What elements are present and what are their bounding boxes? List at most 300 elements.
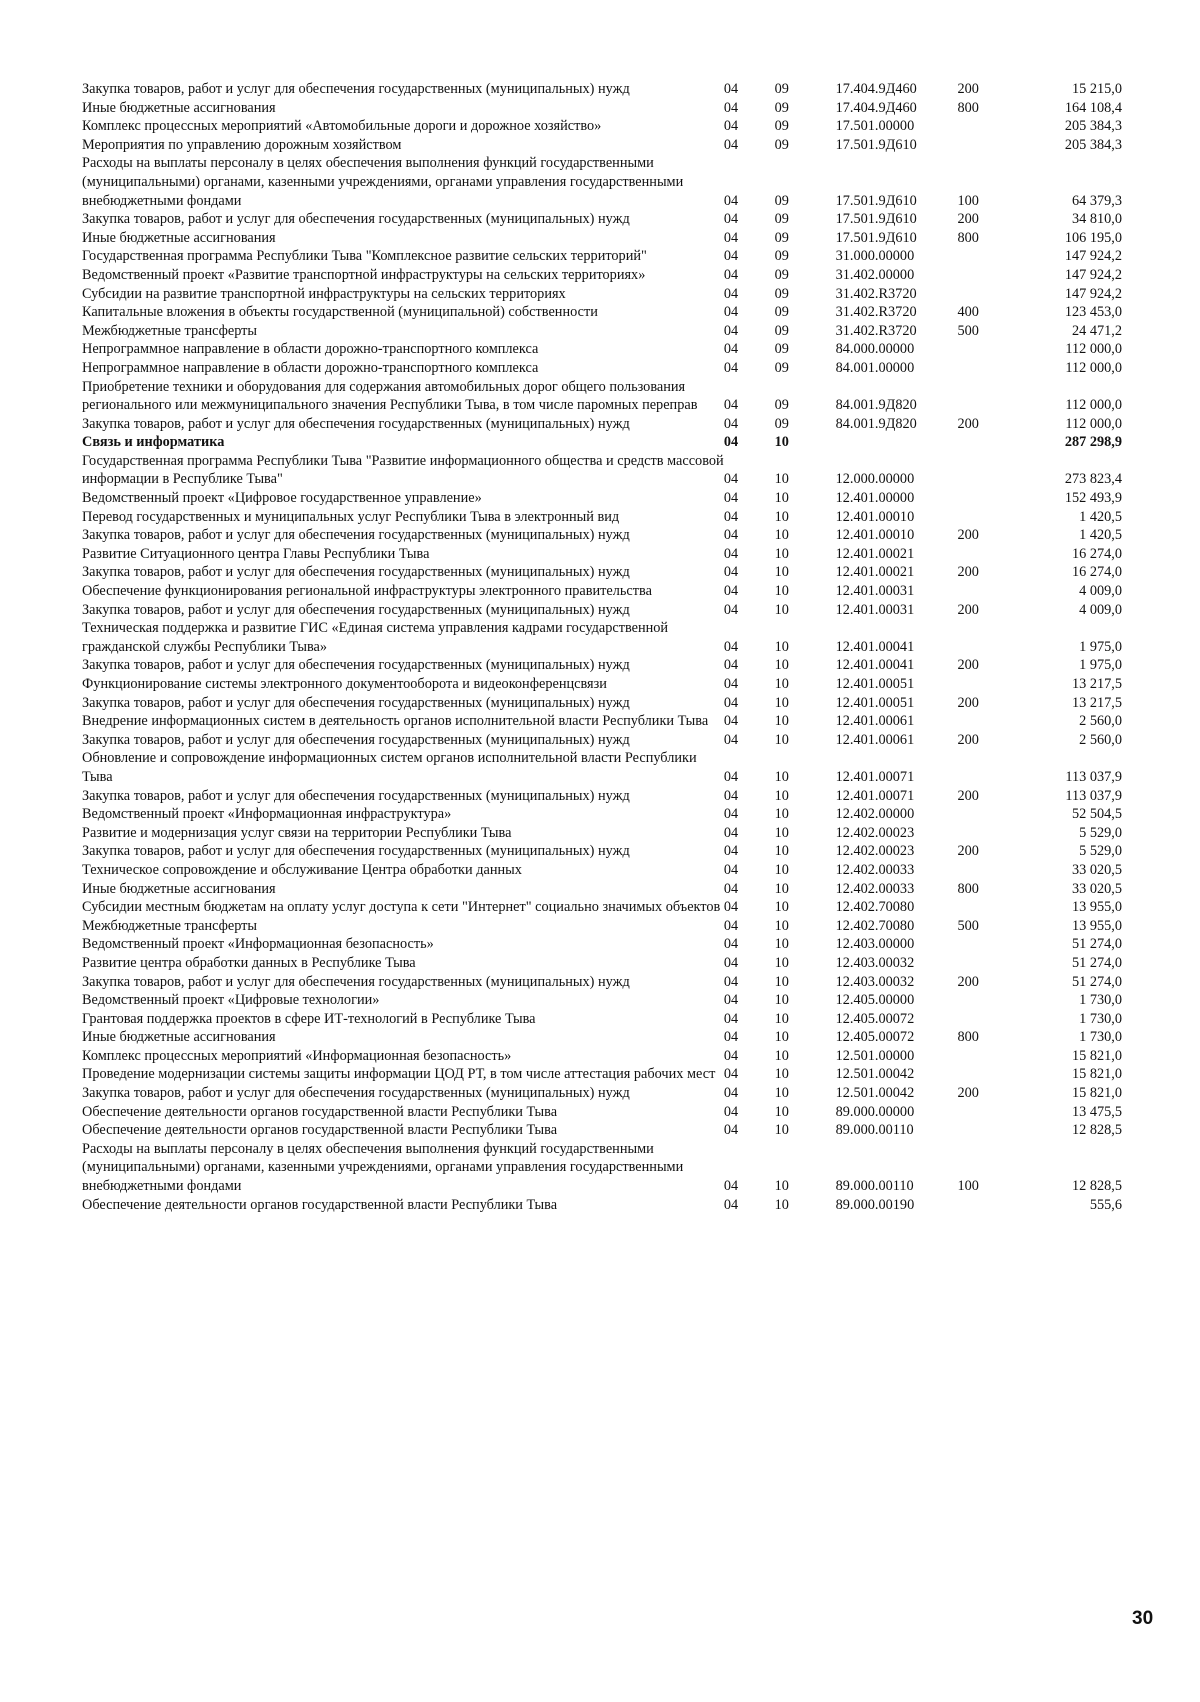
row-subsection: 09 (774, 341, 789, 358)
row-subsection: 09 (774, 99, 789, 116)
row-amount: 52 504,5 (1071, 806, 1122, 823)
table-row (82, 452, 1122, 489)
row-expense-type: 200 (957, 694, 979, 711)
row-target-article: 12.401.00051 (835, 694, 915, 711)
row-target-article (836, 433, 958, 452)
row-target-article: 12.401.00000 (835, 490, 915, 507)
row-section: 04 (723, 787, 739, 804)
row-subsection: 10 (774, 824, 789, 841)
table-row (82, 1010, 1122, 1029)
row-target-article: 12.501.00042 (835, 1085, 915, 1102)
row-name: Ведомственный проект «Информационная инфраструктура» (82, 806, 452, 823)
row-name: Приобретение техники и оборудования для содержания автомобильных дорог общего пользования регионального или межмуниципального значения Республики Тыва, в том числе паромных переправ (82, 378, 698, 414)
row-subsection: 10 (774, 545, 789, 562)
row-target-article: 12.401.00071 (835, 768, 915, 785)
row-amount: 147 924,2 (1064, 248, 1122, 265)
row-expense-type: 500 (957, 322, 979, 339)
row-name: Обновление и сопровождение информационных систем органов исполнительной власти Республики Тыва (82, 750, 697, 785)
row-name: Закупка товаров, работ и услуг для обеспечения государственных (муниципальных) нужд (82, 843, 630, 860)
row-subsection: 10 (774, 471, 789, 488)
row-section: 04 (723, 936, 739, 953)
row-subsection: 10 (774, 1178, 789, 1195)
row-name: Иные бюджетные ассигнования (82, 229, 276, 246)
table-row (82, 917, 1122, 936)
row-amount: 16 274,0 (1071, 545, 1122, 562)
row-target-article: 17.404.9Д460 (835, 81, 917, 97)
row-name: Государственная программа Республики Тыва "Комплексное развитие сельских территорий" (82, 248, 647, 265)
row-expense-type: 800 (957, 880, 979, 897)
row-expense-type: 200 (957, 731, 979, 748)
row-section: 04 (723, 81, 739, 97)
table-row (82, 898, 1122, 917)
row-section: 04 (723, 248, 739, 265)
row-target-article: 12.401.00031 (835, 583, 915, 600)
row-amount: 51 274,0 (1071, 954, 1122, 971)
row-amount: 1 975,0 (1079, 638, 1122, 655)
row-name: Внедрение информационных систем в деятельность органов исполнительной власти Республики Тыва (82, 713, 709, 730)
row-section: 04 (723, 1010, 739, 1027)
row-name: Иные бюджетные ассигнования (82, 99, 276, 116)
row-amount: 12 828,5 (1071, 1178, 1122, 1195)
row-name: Государственная программа Республики Тыва "Развитие информационного общества и средств массовой информации в Республике Тыва" (82, 452, 724, 488)
row-name: Мероприятия по управлению дорожным хозяйством (82, 136, 402, 153)
row-amount: 15 821,0 (1071, 1066, 1122, 1083)
row-section: 04 (723, 434, 739, 451)
table-row (82, 1047, 1122, 1066)
row-name: Комплекс процессных мероприятий «Автомобильные дороги и дорожное хозяйство» (82, 118, 602, 135)
table-row (82, 433, 1122, 452)
row-name: Закупка товаров, работ и услуг для обеспечения государственных (муниципальных) нужд (82, 973, 630, 990)
row-subsection: 10 (774, 713, 789, 730)
row-name: Комплекс процессных мероприятий «Информационная безопасность» (82, 1047, 512, 1064)
row-target-article: 84.001.9Д820 (835, 397, 917, 414)
row-expense-type: 800 (957, 229, 979, 246)
row-name: Закупка товаров, работ и услуг для обеспечения государственных (муниципальных) нужд (82, 415, 630, 432)
row-section: 04 (723, 527, 739, 544)
row-amount: 112 000,0 (1065, 359, 1122, 376)
table-row (82, 861, 1122, 880)
row-subsection: 10 (774, 992, 789, 1009)
row-expense-type (957, 1065, 1028, 1084)
row-section: 04 (723, 843, 739, 860)
row-section: 04 (723, 880, 739, 897)
row-target-article: 84.000.00000 (835, 341, 915, 358)
row-subsection: 10 (774, 434, 789, 451)
row-expense-type (957, 117, 1028, 136)
row-name: Непрограммное направление в области дорожно-транспортного комплекса (82, 341, 539, 358)
table-row (82, 1103, 1122, 1122)
row-target-article: 12.405.00072 (835, 1029, 915, 1046)
row-subsection: 09 (774, 192, 789, 209)
row-target-article: 17.404.9Д460 (835, 99, 917, 116)
row-name: Обеспечение деятельности органов государственной власти Республики Тыва (82, 1122, 558, 1139)
table-row (82, 99, 1122, 118)
row-expense-type (957, 861, 1028, 880)
row-expense-type (957, 954, 1028, 973)
row-subsection: 10 (774, 676, 789, 692)
table-row (82, 787, 1122, 806)
row-subsection: 09 (774, 136, 789, 153)
row-target-article: 12.401.00041 (835, 638, 915, 655)
row-target-article: 17.501.00000 (835, 118, 915, 135)
row-section: 04 (723, 694, 739, 711)
row-section: 04 (723, 359, 739, 376)
row-amount: 15 821,0 (1071, 1085, 1122, 1102)
row-subsection: 09 (774, 322, 789, 339)
row-expense-type: 200 (957, 843, 979, 860)
row-expense-type: 200 (957, 415, 979, 432)
row-target-article: 12.401.00041 (835, 657, 915, 674)
row-section: 04 (723, 768, 739, 785)
row-expense-type: 200 (957, 564, 979, 581)
row-subsection: 10 (774, 564, 789, 581)
row-subsection: 09 (774, 266, 789, 283)
row-amount: 64 379,3 (1071, 192, 1122, 209)
table-row (82, 136, 1122, 155)
row-target-article: 84.001.00000 (835, 359, 915, 376)
row-name: Межбюджетные трансферты (82, 322, 258, 339)
row-name: Закупка товаров, работ и услуг для обеспечения государственных (муниципальных) нужд (82, 1085, 630, 1102)
row-subsection: 10 (774, 638, 789, 655)
row-name: Обеспечение деятельности органов государственной власти Республики Тыва (82, 1103, 558, 1120)
row-subsection: 09 (774, 229, 789, 246)
row-subsection: 10 (774, 843, 789, 860)
row-section: 04 (723, 266, 739, 283)
row-target-article: 12.402.70080 (835, 917, 915, 934)
row-target-article: 84.001.9Д820 (835, 415, 917, 432)
table-row (82, 266, 1122, 285)
row-expense-type (957, 340, 1028, 359)
row-expense-type (957, 489, 1028, 508)
row-name: Грантовая поддержка проектов в сфере ИТ-технологий в Республике Тыва (82, 1010, 536, 1027)
row-subsection: 10 (774, 527, 789, 544)
table-row (82, 805, 1122, 824)
row-amount: 33 020,5 (1071, 880, 1122, 897)
table-row (82, 545, 1122, 564)
row-amount: 13 955,0 (1071, 917, 1122, 934)
row-expense-type: 200 (957, 973, 979, 990)
row-name: Капитальные вложения в объекты государственной (муниципальной) собственности (82, 304, 598, 321)
row-subsection: 10 (774, 954, 789, 971)
row-subsection: 10 (774, 694, 789, 711)
table-row (82, 880, 1122, 899)
table-row (82, 563, 1122, 582)
row-name: Субсидии на развитие транспортной инфраструктуры на сельских территориях (82, 285, 566, 302)
row-target-article: 12.000.00000 (835, 471, 915, 488)
row-target-article: 12.401.00010 (835, 508, 915, 525)
row-section: 04 (723, 211, 739, 228)
row-section: 04 (723, 657, 739, 674)
row-section: 04 (723, 229, 739, 246)
row-subsection: 10 (774, 1066, 789, 1083)
row-section: 04 (723, 1047, 739, 1064)
row-name: Техническая поддержка и развитие ГИС «Единая система управления кадрами государственной гражданской службы Республики Тыва» (82, 620, 669, 655)
row-subsection: 09 (774, 359, 789, 376)
row-section: 04 (723, 676, 739, 692)
row-target-article: 17.501.9Д610 (835, 192, 917, 209)
row-name: Закупка товаров, работ и услуг для обеспечения государственных (муниципальных) нужд (82, 527, 630, 544)
row-target-article: 12.402.00033 (835, 880, 915, 897)
row-expense-type (957, 433, 1028, 452)
row-subsection: 10 (774, 768, 789, 785)
row-subsection: 09 (774, 415, 789, 432)
row-target-article: 89.000.00190 (835, 1196, 915, 1213)
row-subsection: 10 (774, 1085, 789, 1102)
row-name: Закупка товаров, работ и услуг для обеспечения государственных (муниципальных) нужд (82, 601, 630, 618)
row-target-article: 12.403.00032 (835, 954, 915, 971)
row-subsection: 10 (774, 936, 789, 953)
row-section: 04 (723, 731, 739, 748)
row-section: 04 (723, 545, 739, 562)
row-subsection: 10 (774, 880, 789, 897)
row-name: Иные бюджетные ассигнования (82, 1029, 276, 1046)
row-section: 04 (723, 954, 739, 971)
row-subsection: 10 (774, 601, 789, 618)
table-row (82, 1121, 1122, 1140)
row-target-article: 31.402.R3720 (835, 322, 917, 339)
row-section: 04 (723, 917, 739, 934)
row-target-article: 12.403.00000 (835, 936, 915, 953)
row-amount: 33 020,5 (1071, 861, 1122, 878)
row-name: Межбюджетные трансферты (82, 917, 258, 934)
row-target-article: 12.402.00000 (835, 806, 915, 823)
row-amount: 205 384,3 (1064, 118, 1122, 135)
row-section: 04 (723, 322, 739, 339)
table-row (82, 824, 1122, 843)
row-section: 04 (723, 824, 739, 841)
row-section: 04 (723, 583, 739, 600)
row-target-article: 17.501.9Д610 (835, 229, 917, 246)
row-name: Субсидии местным бюджетам на оплату услуг доступа к сети "Интернет" социально значимых объектов (82, 899, 721, 916)
row-target-article: 12.401.00031 (835, 601, 915, 618)
table-row (82, 935, 1122, 954)
row-subsection: 10 (774, 861, 789, 878)
row-amount: 13 217,5 (1071, 676, 1122, 692)
row-expense-type (957, 508, 1028, 527)
row-name: Непрограммное направление в области дорожно-транспортного комплекса (82, 359, 539, 376)
table-row (82, 154, 1122, 210)
row-name: Ведомственный проект «Информационная безопасность» (82, 936, 434, 953)
table-row (82, 489, 1122, 508)
table-row (82, 322, 1122, 341)
row-subsection: 10 (774, 1103, 789, 1120)
row-expense-type (957, 1047, 1028, 1066)
row-expense-type: 800 (957, 1029, 979, 1046)
row-amount: 15 821,0 (1071, 1047, 1122, 1064)
row-expense-type (957, 545, 1028, 564)
row-amount: 164 108,4 (1064, 99, 1122, 116)
row-subsection: 10 (774, 1122, 789, 1139)
row-amount: 123 453,0 (1064, 304, 1122, 321)
row-target-article: 12.402.70080 (835, 899, 915, 916)
row-section: 04 (723, 1122, 739, 1139)
row-name: Закупка товаров, работ и услуг для обеспечения государственных (муниципальных) нужд (82, 81, 630, 97)
row-section: 04 (723, 1103, 739, 1120)
row-amount: 555,6 (1089, 1196, 1122, 1213)
row-section: 04 (723, 118, 739, 135)
row-subsection: 10 (774, 1029, 789, 1046)
row-subsection: 09 (774, 397, 789, 414)
row-amount: 1 975,0 (1079, 657, 1122, 674)
row-target-article: 12.401.00010 (835, 527, 915, 544)
row-expense-type (957, 749, 1028, 786)
row-amount: 34 810,0 (1071, 211, 1122, 228)
table-row (82, 954, 1122, 973)
row-target-article: 12.401.00061 (835, 713, 915, 730)
table-row (82, 619, 1122, 656)
row-name: Ведомственный проект «Цифровые технологии» (82, 992, 380, 1009)
table-row (82, 1084, 1122, 1103)
row-amount: 147 924,2 (1064, 266, 1122, 283)
budget-table (82, 80, 1122, 1214)
row-expense-type (957, 136, 1028, 155)
row-section: 04 (723, 638, 739, 655)
table-row (82, 675, 1122, 694)
row-amount: 1 730,0 (1079, 992, 1122, 1009)
table-row (82, 731, 1122, 750)
row-expense-type (957, 378, 1028, 415)
table-row (82, 1028, 1122, 1047)
row-name: Развитие Ситуационного центра Главы Республики Тыва (82, 545, 430, 562)
row-amount: 2 560,0 (1079, 713, 1122, 730)
row-expense-type: 100 (957, 192, 979, 209)
row-subsection: 10 (774, 806, 789, 823)
row-name: Закупка товаров, работ и услуг для обеспечения государственных (муниципальных) нужд (82, 657, 630, 674)
row-amount: 51 274,0 (1071, 936, 1122, 953)
table-row (82, 973, 1122, 992)
table-row (82, 1140, 1122, 1196)
row-subsection: 10 (774, 973, 789, 990)
row-section: 04 (723, 490, 739, 507)
row-amount: 1 730,0 (1079, 1029, 1122, 1046)
row-name: Развитие и модернизация услуг связи на территории Республики Тыва (82, 824, 512, 841)
row-subsection: 10 (774, 490, 789, 507)
table-row (82, 285, 1122, 304)
row-name: Расходы на выплаты персоналу в целях обеспечения выполнения функций государственными (муниципальными) органами, казенными учреждениями, органами управления государственными внебюджетными фондами (82, 155, 684, 209)
row-subsection: 10 (774, 899, 789, 916)
row-target-article: 12.402.00023 (835, 824, 915, 841)
table-row (82, 340, 1122, 359)
row-section: 04 (723, 601, 739, 618)
row-section: 04 (723, 397, 739, 414)
row-section: 04 (723, 564, 739, 581)
row-section: 04 (723, 713, 739, 730)
row-expense-type: 200 (957, 1085, 979, 1102)
row-subsection: 09 (774, 304, 789, 321)
row-expense-type (957, 452, 1028, 489)
row-expense-type (957, 1103, 1028, 1122)
row-amount: 12 828,5 (1071, 1122, 1122, 1139)
page-number: 30 (1132, 1608, 1154, 1629)
row-section: 04 (723, 1085, 739, 1102)
row-amount: 1 730,0 (1079, 1010, 1122, 1027)
row-subsection: 10 (774, 583, 789, 600)
row-target-article: 12.405.00072 (835, 1010, 915, 1027)
row-expense-type (957, 582, 1028, 601)
row-name: Техническое сопровождение и обслуживание Центра обработки данных (82, 861, 522, 878)
table-row (82, 991, 1122, 1010)
row-expense-type (957, 991, 1028, 1010)
row-amount: 2 560,0 (1079, 731, 1122, 748)
table-row (82, 508, 1122, 527)
table-row (82, 842, 1122, 861)
row-amount: 113 037,9 (1065, 787, 1122, 804)
row-expense-type: 800 (957, 99, 979, 116)
budget-table-body (82, 80, 1122, 1214)
row-expense-type (957, 675, 1028, 694)
table-row (82, 378, 1122, 415)
row-expense-type (957, 1196, 1028, 1215)
row-name: Развитие центра обработки данных в Республике Тыва (82, 954, 416, 971)
row-section: 04 (723, 992, 739, 1009)
row-name: Перевод государственных и муниципальных услуг Республики Тыва в электронный вид (82, 508, 620, 525)
row-target-article: 12.401.00071 (835, 787, 915, 804)
row-target-article: 31.402.R3720 (835, 304, 917, 321)
row-target-article: 12.401.00021 (835, 545, 915, 562)
row-expense-type (957, 805, 1028, 824)
table-row (82, 749, 1122, 786)
row-name: Расходы на выплаты персоналу в целях обеспечения выполнения функций государственными (муниципальными) органами, казенными учреждениями, органами управления государственными внебюджетными фондами (82, 1140, 684, 1195)
row-subsection: 10 (774, 731, 789, 748)
row-expense-type: 200 (957, 527, 979, 544)
row-amount: 4 009,0 (1079, 601, 1122, 618)
row-name: Проведение модернизации системы защиты информации ЦОД РТ, в том числе аттестация рабочих мест (82, 1066, 716, 1083)
row-name: Обеспечение функционирования региональной инфраструктуры электронного правительства (82, 583, 652, 600)
row-name: Закупка товаров, работ и услуг для обеспечения государственных (муниципальных) нужд (82, 211, 630, 228)
table-row (82, 1196, 1122, 1215)
row-target-article: 89.000.00000 (835, 1103, 915, 1120)
row-name: Закупка товаров, работ и услуг для обеспечения государственных (муниципальных) нужд (82, 731, 630, 748)
row-name: Ведомственный проект «Развитие транспортной инфраструктуры на сельских территориях» (82, 266, 646, 283)
row-name: Обеспечение деятельности органов государственной власти Республики Тыва (82, 1196, 558, 1213)
row-target-article: 12.403.00032 (835, 973, 915, 990)
row-amount: 4 009,0 (1079, 583, 1122, 600)
row-expense-type: 200 (957, 81, 979, 97)
row-section: 04 (723, 136, 739, 153)
table-row (82, 359, 1122, 378)
table-row (82, 694, 1122, 713)
row-amount: 13 475,5 (1071, 1103, 1122, 1120)
row-name: Закупка товаров, работ и услуг для обеспечения государственных (муниципальных) нужд (82, 787, 630, 804)
row-subsection: 10 (774, 917, 789, 934)
row-name: Ведомственный проект «Цифровое государственное управление» (82, 490, 482, 507)
row-amount: 106 195,0 (1064, 229, 1122, 246)
row-target-article: 12.501.00042 (835, 1066, 915, 1083)
row-section: 04 (723, 899, 739, 916)
row-subsection: 10 (774, 787, 789, 804)
table-row (82, 117, 1122, 136)
row-subsection: 09 (774, 118, 789, 135)
row-section: 04 (723, 341, 739, 358)
row-section: 04 (723, 415, 739, 432)
row-target-article: 12.402.00033 (835, 861, 915, 878)
row-amount: 205 384,3 (1064, 136, 1122, 153)
row-name: Закупка товаров, работ и услуг для обеспечения государственных (муниципальных) нужд (82, 564, 630, 581)
row-expense-type (957, 712, 1028, 731)
row-amount: 1 420,5 (1079, 527, 1122, 544)
row-expense-type (957, 619, 1028, 656)
row-expense-type (957, 285, 1028, 304)
row-amount: 15 215,0 (1071, 81, 1122, 97)
row-amount: 5 529,0 (1079, 824, 1122, 841)
row-target-article: 12.401.00051 (835, 676, 915, 692)
row-amount: 147 924,2 (1064, 285, 1122, 302)
row-expense-type: 200 (957, 601, 979, 618)
row-section: 04 (723, 1029, 739, 1046)
row-section: 04 (723, 285, 739, 302)
row-section: 04 (723, 861, 739, 878)
row-expense-type: 200 (957, 211, 979, 228)
